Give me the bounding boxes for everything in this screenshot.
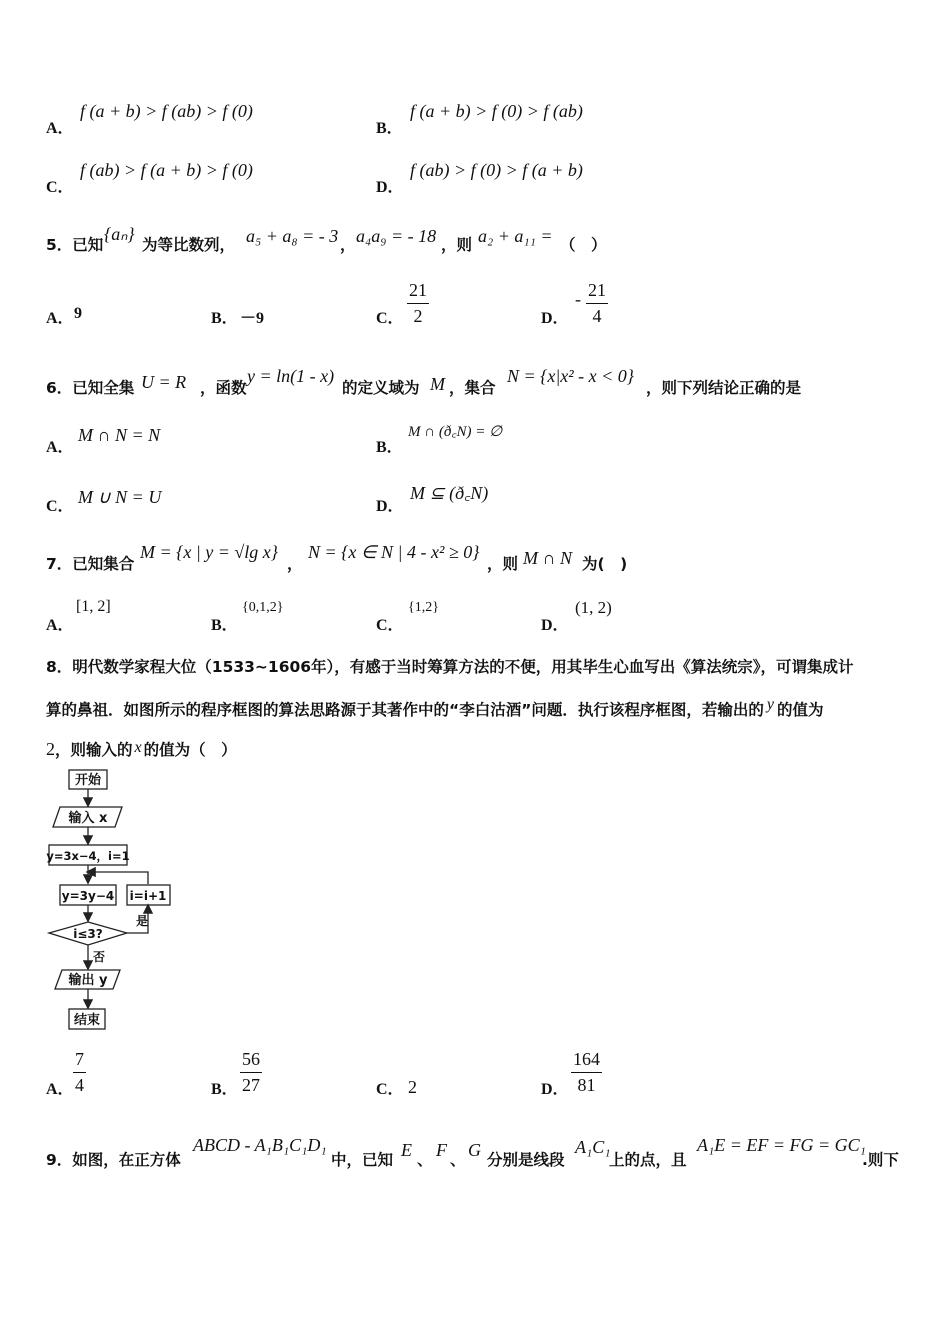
q8-option-a-fraction xyxy=(73,1049,86,1096)
q7-option-a-label: A． xyxy=(46,617,74,634)
q8-stem xyxy=(46,649,906,769)
q5-target-expr: a₂ + a₁₁ = xyxy=(478,226,553,246)
q9-point-e: E xyxy=(401,1140,412,1160)
q8-option-a-numerator: 7 xyxy=(75,1049,84,1069)
q8-option-b-fraction xyxy=(240,1049,262,1096)
q6-stem-post: ，则下列结论正确的是 xyxy=(646,379,802,397)
q5-condition-1: a₅ + a₈ = - 3 xyxy=(246,226,339,246)
q6-set-n: N = {x|x² - x < 0} xyxy=(507,366,635,386)
q5-comma: ， xyxy=(340,236,356,254)
q8-flowchart xyxy=(40,765,190,1037)
q5-answer-blank: （ ） xyxy=(560,236,607,254)
q4-option-c-label: C． xyxy=(46,179,74,196)
q5-option-c-numerator: 21 xyxy=(409,280,427,300)
q6-option-c-label: C． xyxy=(46,498,74,515)
q9-sep-2: 、 xyxy=(450,1151,466,1169)
q7-option-a-value: [1, 2] xyxy=(76,598,111,615)
q9-equality: A₁E = EF = FG = GC₁ xyxy=(697,1135,866,1155)
q5-option-d-fraction xyxy=(586,280,608,327)
q4-option-b-label: B． xyxy=(376,120,403,137)
q8-stem-line-1: 8．明代数学家程大位（1533~1606年），有感于当时筹算方法的不便，用其毕生心血写出《算法统宗》，可谓集成计 xyxy=(46,658,854,676)
q4-option-d-expr: f (ab) > f (0) > f (a + b) xyxy=(410,160,583,180)
q9-stem-mid2: 分别是线段 xyxy=(487,1151,565,1169)
flow-update-text: y=3y−4 xyxy=(61,889,115,903)
q6-option-b-expr: M ∩ (ð꜀N) = ∅ xyxy=(408,424,503,440)
q8-stem-line-2-b: 的值为 xyxy=(777,701,824,719)
flow-output-text: 输出 y xyxy=(68,973,108,988)
q7-comma: ， xyxy=(287,555,303,573)
flow-init-text: y=3x−4，i=1 xyxy=(46,849,130,863)
q6-stem-prefix: 6．已知全集 xyxy=(46,379,135,397)
q6-stem-mid2: 的定义域为 xyxy=(342,379,420,397)
q6-stem-mid1: ，函数 xyxy=(200,379,247,397)
q8-option-c-label: C． xyxy=(376,1081,404,1098)
q7-option-d-value: (1, 2) xyxy=(575,598,612,617)
flow-condition-text: i≤3? xyxy=(73,927,103,941)
q7-option-b-value: {0,1,2} xyxy=(242,600,284,615)
q9-segment: A₁C₁ xyxy=(575,1137,611,1157)
q5-option-d-label: D． xyxy=(541,310,569,327)
q9-cube: ABCD - A₁B₁C₁D₁ xyxy=(193,1135,327,1155)
q5-sequence: {aₙ} xyxy=(104,224,135,244)
q7-stem-post: 为( ) xyxy=(582,555,628,573)
q7-option-c-value: {1,2} xyxy=(408,600,439,615)
q4-option-d-label: D． xyxy=(376,179,404,196)
q6-option-b-label: B． xyxy=(376,439,403,456)
q6-function: y = ln(1 - x) xyxy=(247,366,335,386)
q8-option-d-numerator: 164 xyxy=(573,1049,600,1069)
q8-option-c-value: 2 xyxy=(408,1077,417,1097)
q5-option-b-value: －9 xyxy=(240,310,265,327)
q5-option-a-value: 9 xyxy=(74,305,82,322)
q9-point-f: F xyxy=(436,1140,447,1160)
q8-stem-line-2-a: 算的鼻祖．如图所示的程序框图的算法思路源于其著作中的“李白沽酒”问题．执行该程序框图，若输出的 xyxy=(46,701,764,719)
q5-option-a-label: A． xyxy=(46,310,74,327)
q8-option-b-label: B． xyxy=(211,1081,238,1098)
q5-stem-mid: 为等比数列， xyxy=(142,236,236,254)
q8-option-d-denominator: 81 xyxy=(577,1075,596,1095)
q9-stem-post: .则下 xyxy=(862,1151,899,1169)
q6-option-d-expr: M ⊆ (ð꜀N) xyxy=(410,483,489,503)
q8-stem-line-3-b: 的值为（ ） xyxy=(143,741,237,759)
q8-option-a-denominator: 4 xyxy=(75,1075,84,1095)
q9-sep-1: 、 xyxy=(417,1151,433,1169)
q5-stem-prefix: 5．已知 xyxy=(46,236,104,254)
q6-stem-mid3: ，集合 xyxy=(449,379,496,397)
q8-option-b-denominator: 27 xyxy=(242,1075,260,1095)
q5-ask: ，则 xyxy=(441,236,473,254)
q5-option-c-fraction xyxy=(407,280,429,327)
q6-option-a-expr: M ∩ N = N xyxy=(78,425,161,445)
q4-option-a-label: A． xyxy=(46,120,74,137)
q5-option-b-label: B． xyxy=(211,310,238,327)
q7-option-c-label: C． xyxy=(376,617,404,634)
q9-stem-prefix: 9．如图，在正方体 xyxy=(46,1151,181,1169)
q8-option-d-label: D． xyxy=(541,1081,569,1098)
flow-incr-text: i=i+1 xyxy=(129,889,167,903)
q7-stem-prefix: 7．已知集合 xyxy=(46,555,135,573)
q5-option-d-denominator: 4 xyxy=(592,306,602,326)
flow-no-label: 否 xyxy=(93,950,106,964)
q5-condition-2: a₄a₉ = - 18 xyxy=(356,226,437,246)
q8-var-y: y xyxy=(766,696,774,713)
q9-stem-mid3: 上的点，且 xyxy=(609,1151,687,1169)
q6-set-m: M xyxy=(430,374,445,394)
q8-stem-line-3-a: ，则输入的 xyxy=(55,741,133,759)
flow-start-text: 开始 xyxy=(74,773,102,788)
flow-yes-label: 是 xyxy=(136,914,149,928)
q7-option-b-label: B． xyxy=(211,617,238,634)
q8-var-x: x xyxy=(134,739,142,756)
q6-option-d-label: D． xyxy=(376,498,404,515)
q7-set-m: M = {x | y = √lg x} xyxy=(140,542,278,562)
q8-stem-line-2 xyxy=(46,686,906,729)
q8-output-value: 2 xyxy=(46,739,55,759)
q4-option-b-expr: f (a + b) > f (0) > f (ab) xyxy=(410,101,583,121)
q4-option-c-expr: f (ab) > f (a + b) > f (0) xyxy=(80,160,253,180)
flow-end-text: 结束 xyxy=(73,1013,101,1028)
q8-option-d-fraction xyxy=(571,1049,602,1096)
q5-option-c-label: C． xyxy=(376,310,404,327)
flow-input-text: 输入 x xyxy=(68,811,108,826)
q8-option-a-label: A． xyxy=(46,1081,74,1098)
q6-universal-set: U = R xyxy=(141,372,187,392)
q7-option-d-label: D． xyxy=(541,617,569,634)
q5-option-d-numerator: 21 xyxy=(588,280,606,300)
q9-stem-mid1: 中，已知 xyxy=(331,1151,394,1169)
q7-ask: ，则 xyxy=(487,555,519,573)
q6-option-c-expr: M ∪ N = U xyxy=(78,487,162,507)
q4-option-a-expr: f (a + b) > f (ab) > f (0) xyxy=(80,101,253,121)
q8-stem-line-3 xyxy=(46,729,906,769)
q7-set-n: N = {x ∈ N | 4 - x² ≥ 0} xyxy=(308,542,480,562)
q9-point-g: G xyxy=(468,1140,481,1160)
q8-option-b-numerator: 56 xyxy=(242,1049,260,1069)
q5-option-c-denominator: 2 xyxy=(413,306,423,326)
q7-intersection: M ∩ N xyxy=(523,548,572,568)
q5-option-d-sign: - xyxy=(575,289,581,309)
q6-option-a-label: A． xyxy=(46,439,74,456)
